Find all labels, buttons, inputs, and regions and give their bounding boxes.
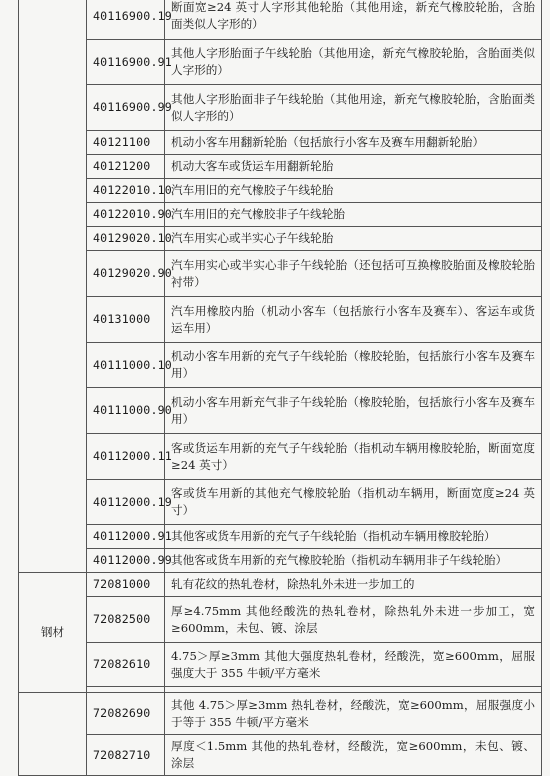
table-row (19, 693, 542, 735)
description-cell: 汽车用旧的充气橡胶非子午线轮胎 (165, 203, 542, 227)
hs-code-cell: 40129020.90 (87, 251, 165, 297)
description-cell: 客或货运车用新的充气子午线轮胎（指机动车辆用橡胶轮胎，断面宽度≥24 英寸） (165, 434, 542, 480)
table-row (19, 480, 542, 525)
table-row (19, 388, 542, 434)
hs-code-cell: 40121100 (87, 131, 165, 155)
category-cell-steel: 钢材 (19, 573, 87, 693)
hs-code-cell: 40116900.91 (87, 40, 165, 85)
table-row (19, 40, 542, 85)
description-cell: 厚≥4.75mm 其他经酸洗的热轧卷材，除热轧外未进一步加工，宽≥600mm，未包、镀、涂层 (165, 597, 542, 643)
description-cell: 厚度＜1.5mm 其他的热轧卷材，经酸洗，宽≥600mm，未包、镀、涂层 (165, 735, 542, 776)
description-cell: 其他人字形胎面子午线轮胎（其他用途，新充气橡胶轮胎，含胎面类似人字形的） (165, 40, 542, 85)
table-row (19, 251, 542, 297)
hs-code-cell: 72081000 (87, 573, 165, 597)
hs-code-cell: 72082710 (87, 735, 165, 776)
table-row (19, 735, 542, 776)
description-cell: 汽车用实心或半实心子午线轮胎 (165, 227, 542, 251)
hs-code-cell: 40112000.91 (87, 525, 165, 549)
description-cell: 机动小客车用翻新轮胎（包括旅行小客车及赛车用翻新轮胎） (165, 131, 542, 155)
description-cell: 4.75＞厚≥3mm 其他大强度热轧卷材，经酸洗，宽≥600mm，屈服强度大于 355 牛顿/平方毫米 (165, 643, 542, 687)
hs-code-cell: 40116900.99 (87, 85, 165, 131)
table-row (19, 549, 542, 573)
description-cell: 断面宽≥24 英寸人字形其他轮胎（其他用途，新充气橡胶轮胎，含胎面类似人字形的） (165, 0, 542, 40)
hs-code-cell: 72082500 (87, 597, 165, 643)
table-row (19, 179, 542, 203)
table-row (19, 597, 542, 643)
hs-code-cell: 40112000.19 (87, 480, 165, 525)
description-cell: 汽车用旧的充气橡胶子午线轮胎 (165, 179, 542, 203)
hs-code-cell: 40112000.99 (87, 549, 165, 573)
description-cell: 其他人字形胎面非子午线轮胎（其他用途，新充气橡胶轮胎，含胎面类似人字形的） (165, 85, 542, 131)
tariff-table (18, 0, 542, 776)
description-cell: 轧有花纹的热轧卷材，除热轧外未进一步加工的 (165, 573, 542, 597)
description-cell: 其他客或货车用新的充气橡胶轮胎（指机动车辆用非子午线轮胎） (165, 549, 542, 573)
table-row (19, 434, 542, 480)
category-cell (19, 693, 87, 776)
table-row (19, 573, 542, 597)
table-row (19, 297, 542, 343)
table-row (19, 525, 542, 549)
hs-code-cell: 40116900.19 (87, 0, 165, 40)
hs-code-cell: 40129020.10 (87, 227, 165, 251)
description-cell: 其他客或货车用新的充气子午线轮胎（指机动车辆用橡胶轮胎） (165, 525, 542, 549)
hs-code-cell: 40122010.10 (87, 179, 165, 203)
description-cell: 汽车用实心或半实心非子午线轮胎（还包括可互换橡胶胎面及橡胶轮胎衬带） (165, 251, 542, 297)
table-row (19, 0, 542, 40)
table-row (19, 131, 542, 155)
hs-code-cell: 40121200 (87, 155, 165, 179)
category-cell (19, 0, 87, 573)
table-row (19, 643, 542, 687)
table-row (19, 227, 542, 251)
table-row (19, 85, 542, 131)
hs-code-cell: 72082610 (87, 643, 165, 687)
hs-code-cell: 72082690 (87, 693, 165, 735)
description-cell: 机动大客车或货运车用翻新轮胎 (165, 155, 542, 179)
table-row (19, 155, 542, 179)
table-row (19, 343, 542, 388)
description-cell: 机动小客车用新的充气子午线轮胎（橡胶轮胎，包括旅行小客车及赛车用） (165, 343, 542, 388)
hs-code-cell: 40131000 (87, 297, 165, 343)
hs-code-cell: 40111000.10 (87, 343, 165, 388)
description-cell: 客或货车用新的其他充气橡胶轮胎（指机动车辆用，断面宽度≥24 英寸） (165, 480, 542, 525)
hs-code-cell: 40112000.11 (87, 434, 165, 480)
hs-code-cell: 40111000.90 (87, 388, 165, 434)
table-row (19, 203, 542, 227)
hs-code-cell: 40122010.90 (87, 203, 165, 227)
description-cell: 机动小客车用新充气非子午线轮胎（橡胶轮胎，包括旅行小客车及赛车用） (165, 388, 542, 434)
description-cell: 其他 4.75＞厚≥3mm 热轧卷材，经酸洗，宽≥600mm，屈服强度小于等于 355 牛顿/平方毫米 (165, 693, 542, 735)
description-cell: 汽车用橡胶内胎（机动小客车（包括旅行小客车及赛车）、客运车或货运车用） (165, 297, 542, 343)
